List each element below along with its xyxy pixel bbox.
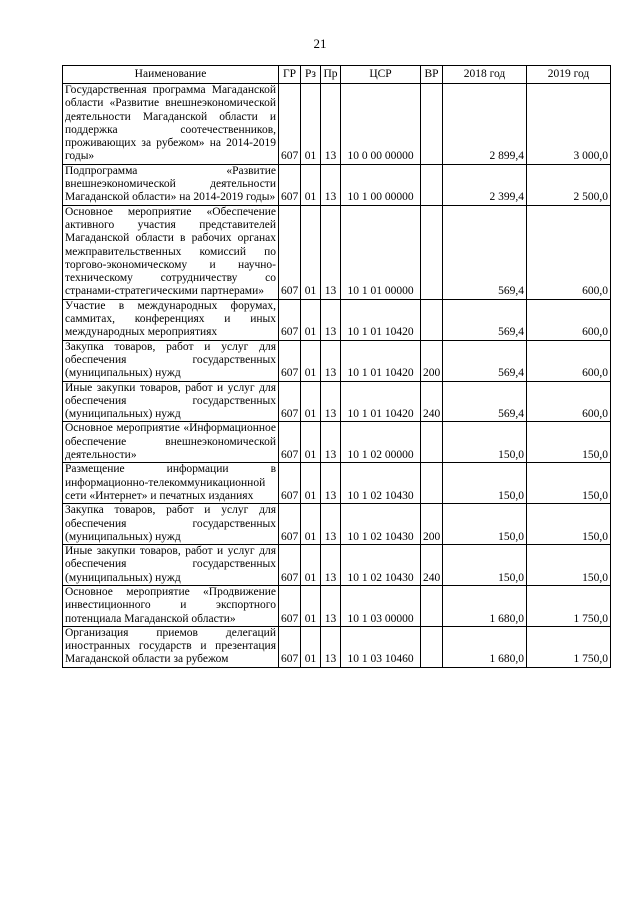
cell-gr: 607: [279, 381, 301, 422]
table-row: [63, 545, 611, 586]
header-csr: ЦСР: [341, 66, 421, 84]
cell-vr: [421, 463, 443, 504]
cell-pr: 13: [321, 381, 341, 422]
cell-pr: 13: [321, 626, 341, 667]
cell-2019: 600,0: [527, 340, 611, 381]
header-pr: Пр: [321, 66, 341, 84]
cell-csr: 10 1 02 10430: [341, 545, 421, 586]
cell-2018: 2 899,4: [443, 84, 527, 165]
cell-gr: 607: [279, 463, 301, 504]
cell-2019: 600,0: [527, 299, 611, 340]
budget-table: [62, 65, 611, 668]
cell-vr: [421, 585, 443, 626]
cell-2018: 150,0: [443, 422, 527, 463]
header-vr: ВР: [421, 66, 443, 84]
cell-gr: 607: [279, 299, 301, 340]
cell-rz: 01: [301, 205, 321, 299]
header-gr: ГР: [279, 66, 301, 84]
cell-rz: 01: [301, 422, 321, 463]
cell-rz: 01: [301, 381, 321, 422]
table-row: [63, 299, 611, 340]
table-header-row: [63, 66, 611, 84]
cell-rz: 01: [301, 164, 321, 205]
table-row: [63, 463, 611, 504]
cell-name: Государственная программа Магаданской области «Развитие внешнеэкономической деятельности Магаданской области и поддержка соотечественников, проживающих за рубежом» на 2014-2019 годы»: [63, 84, 279, 165]
header-rz: Рз: [301, 66, 321, 84]
cell-2018: 1 680,0: [443, 585, 527, 626]
cell-gr: 607: [279, 340, 301, 381]
cell-gr: 607: [279, 422, 301, 463]
cell-name: Закупка товаров, работ и услуг для обеспечения государственных (муниципальных) нужд: [63, 504, 279, 545]
cell-2019: 150,0: [527, 422, 611, 463]
table-row: [63, 626, 611, 667]
cell-pr: 13: [321, 299, 341, 340]
cell-name: Закупка товаров, работ и услуг для обеспечения государственных (муниципальных) нужд: [63, 340, 279, 381]
cell-csr: 10 1 01 10420: [341, 299, 421, 340]
cell-gr: 607: [279, 164, 301, 205]
cell-rz: 01: [301, 585, 321, 626]
cell-2019: 1 750,0: [527, 585, 611, 626]
cell-gr: 607: [279, 626, 301, 667]
cell-2019: 150,0: [527, 463, 611, 504]
cell-2018: 569,4: [443, 205, 527, 299]
cell-name: Организация приемов делегаций иностранных государств и презентация Магаданской области за рубежом: [63, 626, 279, 667]
cell-csr: 10 0 00 00000: [341, 84, 421, 165]
cell-gr: 607: [279, 585, 301, 626]
table-row: [63, 340, 611, 381]
cell-name: Подпрограмма «Развитие внешнеэкономической деятельности Магаданской области» на 2014-2019 годы»: [63, 164, 279, 205]
cell-rz: 01: [301, 340, 321, 381]
cell-2018: 150,0: [443, 463, 527, 504]
cell-csr: 10 1 02 10430: [341, 463, 421, 504]
cell-gr: 607: [279, 84, 301, 165]
cell-name: Основное мероприятие «Продвижение инвестиционного и экспортного потенциала Магаданской области»: [63, 585, 279, 626]
cell-csr: 10 1 01 10420: [341, 381, 421, 422]
cell-pr: 13: [321, 463, 341, 504]
cell-2018: 2 399,4: [443, 164, 527, 205]
table-row: [63, 84, 611, 165]
table-body: [63, 84, 611, 668]
cell-name: Основное мероприятие «Обеспечение активного участия представителей Магаданской области в рабочих органах межправительственных комиссий по торгово-экономическому и научно-техническому сотрудничеству со странами-стратегическими партнерами»: [63, 205, 279, 299]
cell-rz: 01: [301, 545, 321, 586]
page-number: 21: [313, 36, 327, 51]
cell-pr: 13: [321, 504, 341, 545]
cell-name: Иные закупки товаров, работ и услуг для обеспечения государственных (муниципальных) нужд: [63, 545, 279, 586]
cell-rz: 01: [301, 84, 321, 165]
table-row: [63, 381, 611, 422]
cell-pr: 13: [321, 545, 341, 586]
cell-csr: 10 1 00 00000: [341, 164, 421, 205]
cell-csr: 10 1 03 00000: [341, 585, 421, 626]
table-row: [63, 504, 611, 545]
cell-pr: 13: [321, 422, 341, 463]
cell-gr: 607: [279, 545, 301, 586]
cell-vr: 240: [421, 381, 443, 422]
cell-rz: 01: [301, 463, 321, 504]
cell-pr: 13: [321, 205, 341, 299]
cell-vr: 240: [421, 545, 443, 586]
header-name: Наименование: [63, 66, 279, 84]
cell-2019: 150,0: [527, 504, 611, 545]
cell-csr: 10 1 01 10420: [341, 340, 421, 381]
cell-csr: 10 1 01 00000: [341, 205, 421, 299]
cell-csr: 10 1 02 10430: [341, 504, 421, 545]
cell-gr: 607: [279, 205, 301, 299]
cell-vr: 200: [421, 504, 443, 545]
header-2018: 2018 год: [443, 66, 527, 84]
cell-2018: 150,0: [443, 545, 527, 586]
cell-vr: [421, 164, 443, 205]
cell-2019: 1 750,0: [527, 626, 611, 667]
cell-name: Участие в международных форумах, саммитах, конференциях и иных международных мероприятиях: [63, 299, 279, 340]
cell-rz: 01: [301, 299, 321, 340]
cell-csr: 10 1 03 10460: [341, 626, 421, 667]
cell-vr: [421, 626, 443, 667]
table-row: [63, 205, 611, 299]
header-2019: 2019 год: [527, 66, 611, 84]
cell-2018: 1 680,0: [443, 626, 527, 667]
cell-csr: 10 1 02 00000: [341, 422, 421, 463]
cell-pr: 13: [321, 585, 341, 626]
cell-2019: 3 000,0: [527, 84, 611, 165]
cell-2018: 569,4: [443, 340, 527, 381]
cell-pr: 13: [321, 164, 341, 205]
cell-2018: 569,4: [443, 299, 527, 340]
cell-vr: [421, 84, 443, 165]
cell-vr: 200: [421, 340, 443, 381]
cell-2019: 600,0: [527, 381, 611, 422]
cell-pr: 13: [321, 340, 341, 381]
cell-2018: 150,0: [443, 504, 527, 545]
cell-name: Размещение информации в информационно-телекоммуникационной сети «Интернет» и печатных изданиях: [63, 463, 279, 504]
cell-2018: 569,4: [443, 381, 527, 422]
cell-vr: [421, 205, 443, 299]
cell-vr: [421, 422, 443, 463]
cell-name: Основное мероприятие «Информационное обеспечение внешнеэкономической деятельности»: [63, 422, 279, 463]
table-row: [63, 422, 611, 463]
table-row: [63, 164, 611, 205]
table-row: [63, 585, 611, 626]
cell-vr: [421, 299, 443, 340]
cell-rz: 01: [301, 626, 321, 667]
cell-2019: 600,0: [527, 205, 611, 299]
cell-pr: 13: [321, 84, 341, 165]
cell-rz: 01: [301, 504, 321, 545]
cell-gr: 607: [279, 504, 301, 545]
cell-2019: 2 500,0: [527, 164, 611, 205]
cell-name: Иные закупки товаров, работ и услуг для обеспечения государственных (муниципальных) нужд: [63, 381, 279, 422]
cell-2019: 150,0: [527, 545, 611, 586]
